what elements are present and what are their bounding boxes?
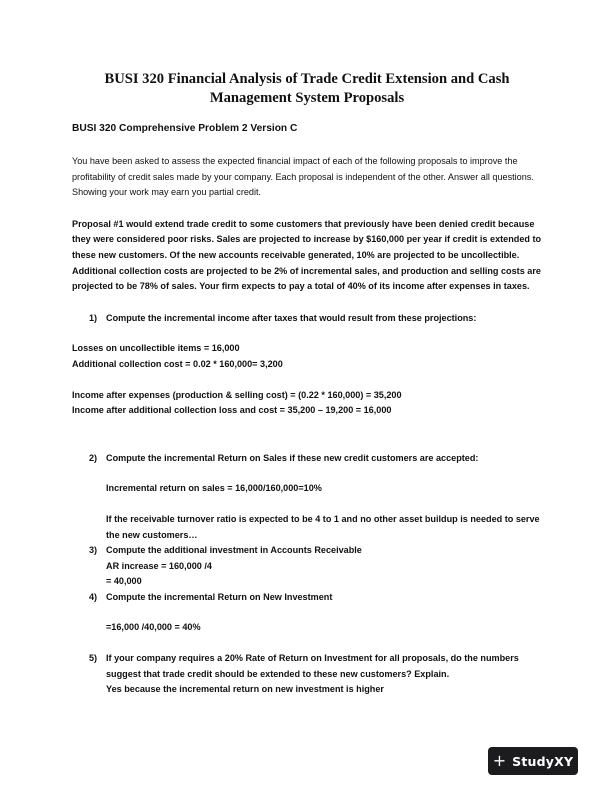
answer-line: Yes because the incremental return on new investment is higher: [106, 684, 384, 695]
note-paragraph: If the receivable turnover ratio is expected to be 4 to 1 and no other asset buildup is needed to serve the new customers…: [106, 513, 540, 540]
title-line-2: Management System Proposals: [209, 90, 405, 106]
intro-paragraph: You have been asked to assess the expected financial impact of each of the following proposals to improve the profitability of credit sales made by your company. Each proposal is independent of the other. Answer all questions. Showing your work may earn you partial credit.: [72, 156, 534, 198]
question-text: Compute the incremental income after taxes that would result from these projections:: [106, 312, 477, 323]
question-text: Compute the incremental Return on New Investment: [106, 591, 333, 602]
answer-line: AR increase = 160,000 /4: [106, 560, 212, 571]
work-line: Income after additional collection loss and cost = 35,200 – 19,200 = 16,000: [72, 405, 392, 416]
studyxy-badge[interactable]: [488, 747, 578, 775]
question-5: [72, 651, 542, 682]
work-line: Additional collection cost = 0.02 * 160,000= 3,200: [72, 358, 283, 369]
answer-line: =16,000 /40,000 = 40%: [106, 622, 201, 633]
question-1: [72, 311, 542, 327]
question-3: [72, 543, 542, 559]
work-block-1: [72, 341, 542, 372]
document-page: [72, 70, 542, 698]
answer-line: = 40,000: [106, 576, 142, 587]
question-text: If your company requires a 20% Rate of Return on Investment for all proposals, do the numbers suggest that trade credit should be extended to these new customers? Explain.: [106, 653, 519, 679]
answer-line: Incremental return on sales = 16,000/160,000=10%: [106, 483, 322, 494]
question-number: 2): [89, 452, 98, 463]
question-number: 1): [89, 312, 98, 323]
document-title: [72, 70, 542, 108]
question-number: 5): [89, 653, 98, 664]
question-text: Compute the incremental Return on Sales if these new credit customers are accepted:: [106, 452, 479, 463]
question-4: [72, 590, 542, 606]
brand-label: StudyXY: [512, 753, 574, 769]
question-text: Compute the additional investment in Accounts Receivable: [106, 545, 362, 556]
work-line: Income after expenses (production & selling cost) = (0.22 * 160,000) = 35,200: [72, 389, 402, 400]
work-block-2: [72, 388, 542, 419]
work-line: Losses on uncollectible items = 16,000: [72, 343, 240, 354]
plus-icon: +: [492, 751, 507, 770]
problem-subtitle: BUSI 320 Comprehensive Problem 2 Version C: [72, 123, 298, 134]
question-2: [72, 451, 542, 467]
question-number: 3): [89, 545, 98, 556]
question-number: 4): [89, 591, 98, 602]
title-line-1: BUSI 320 Financial Analysis of Trade Credit Extension and Cash: [104, 71, 510, 87]
proposal-paragraph: Proposal #1 would extend trade credit to some customers that previously have been denied credit because they were considered poor risks. Sales are projected to increase by $160,000 per year if credit is extended to these new customers. Of the new accounts receivable generated, 10% are projected to be uncollectible. Additional collection costs are projected to be 2% of incremental sales, and production and selling costs are projected to be 78% of sales. Your firm expects to pay a total of 40% of its income after expenses in taxes.: [72, 218, 542, 292]
